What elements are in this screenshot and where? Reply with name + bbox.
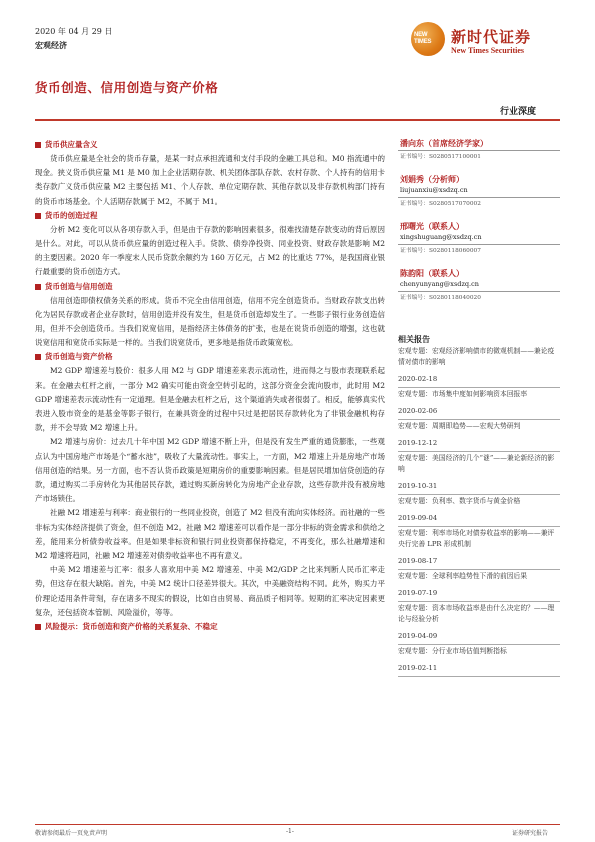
author-panel bbox=[398, 137, 560, 314]
footer-disclaimer[interactable]: 敬请参阅最后一页免责声明 bbox=[35, 830, 108, 837]
related-report-date: 2019-09-04 bbox=[398, 513, 560, 527]
related-report-text[interactable]: 宏观专题：宏观经济影响债市的微观机制——兼论疫情对债市的影响 bbox=[398, 347, 555, 366]
author-name: 刘娟秀（分析师） bbox=[400, 174, 464, 184]
paragraph: 中美 M2 增速差与汇率：很多人喜欢用中美 M2 增速差、中美 M2/GDP 之比来判断人民币汇率走势，但这存在很大缺陷。首先，中美 M2 统计口径差异很大。其次，中美融资结构不同。此外，购买力平价理论适用条件苛刻，存在诸多不现实的假设，比如自由贸易、商品质子相同等。短期的汇率决定因素更复杂，还包括资本管制、风险溢价，等等。 bbox=[35, 565, 385, 617]
author-cert: 证书编号：S0280517100001 bbox=[398, 150, 560, 163]
author-card bbox=[398, 137, 560, 163]
paragraph: M2 GDP 增速差与股价：很多人用 M2 与 GDP 增速差来表示流动性，进而得之与股市表现联系起来。在金融去杠杆之前，一部分 M2 确实可能由资金空转引起的，这部分资金会流向股市，此时用 M2 GDP 增速差表示流动性有一定道理。但是金融去杠杆之后，这个渠道消失或者很弱了。相反，能够真实代表进入股市资金的是基金等影子银行，在兼具资金的过程中只过是把居民存款转化为了非银金融机构存款，并不会导致 M2 增速上升。 bbox=[35, 366, 385, 433]
related-report-text[interactable]: 宏观专题：资本市场收益率是由什么决定的？——理论与经验分析 bbox=[398, 604, 555, 623]
report-category: 宏观经济 bbox=[35, 40, 67, 50]
author-name: 邢曙光（联系人） bbox=[400, 221, 464, 231]
square-bullet-icon bbox=[35, 142, 41, 148]
related-report-date: 2020-02-18 bbox=[398, 374, 560, 388]
report-type-tag: 行业深度 bbox=[500, 107, 537, 117]
square-bullet-icon bbox=[35, 284, 41, 290]
footer-divider bbox=[35, 824, 560, 825]
related-report-item[interactable] bbox=[398, 453, 560, 495]
company-logo bbox=[411, 22, 561, 72]
related-report-item[interactable] bbox=[398, 496, 560, 527]
page-number: -1- bbox=[286, 828, 294, 835]
related-report-item[interactable] bbox=[398, 346, 560, 388]
related-reports bbox=[398, 333, 560, 677]
logo-english-name: New Times Securities bbox=[451, 46, 525, 55]
paragraph: 分析 M2 变化可以从各项存款入手，但是由于存款的影响因素很多，很难找清楚存款变动的背后原因是什么。对此，可以从货币供应量的创造过程入手。贷款、债券净投资、同业投资、财政存款是影响 M2 的主要因素。2020 年一季度末人民币贷款余额约为 160 万亿元，占 M2 的比重达 77%，是我国商业银行最重要的货币创造方式。 bbox=[35, 224, 385, 277]
related-report-date: 2020-02-06 bbox=[398, 406, 560, 420]
related-report-date: 2019-07-19 bbox=[398, 588, 560, 602]
paragraph: 信用创造即债权债务关系的形成。货币不完全由信用创造，信用不完全创造货币。当财政存款支出转化为居民存款或者企业存款时，信用创造并没有发生，但是货币创造却发生了。一些影子银行业务创造信用，但并不会创造货币。当我们说宽信用，是指经济主体债务的扩张，也是在说货币创造的增强，这也就说宽信用和宽货币实际是一样的。当我们说宽货币，更多地是指货币政策宽松。 bbox=[35, 295, 385, 348]
related-report-item[interactable] bbox=[398, 603, 560, 645]
author-card bbox=[398, 220, 560, 257]
author-name: 潘向东（首席经济学家） bbox=[400, 138, 488, 148]
author-cert: 证书编号：S0280118040020 bbox=[398, 291, 560, 304]
author-cert: 证书编号：S0280118060007 bbox=[398, 244, 560, 257]
square-bullet-icon bbox=[35, 354, 41, 360]
related-report-date: 2019-12-12 bbox=[398, 438, 560, 452]
related-report-text[interactable]: 宏观专题：利率市场化对债券收益率的影响——兼评央行完善 LPR 形成机制 bbox=[398, 529, 555, 548]
author-card bbox=[398, 173, 560, 210]
paragraph: 社融 M2 增速差与利率：商业银行的一些同业投资，创造了 M2 但没有流向实体经济。而社融的一些非标为实体经济提供了资金，但不创造 M2。社融 M2 增速差可以看作是一部分非标的资金需求和供给之差，能用来分析债券收益率。但是如果非标资和银行同业投资都保持稳定，不再变化，那么社融增速和 M2 增速将趋同，社融 M2 增速差对债券收益率也不再有意义。 bbox=[35, 508, 385, 561]
related-report-text[interactable]: 宏观专题：周期即趋势——宏观大势研判 bbox=[398, 422, 521, 430]
related-report-item[interactable] bbox=[398, 528, 560, 570]
author-card bbox=[398, 267, 560, 304]
section-heading: 货币创造与信用创造 bbox=[35, 280, 385, 294]
related-report-item[interactable] bbox=[398, 646, 560, 677]
related-report-text[interactable]: 宏观专题：市场集中度如何影响资本回报率 bbox=[398, 390, 528, 398]
author-email[interactable]: chenyunyang@xsdzq.cn bbox=[400, 280, 479, 288]
related-report-text[interactable]: 宏观专题：负利率、数字货币与黄金价格 bbox=[398, 497, 521, 505]
related-report-item[interactable] bbox=[398, 571, 560, 602]
related-report-text[interactable]: 宏观专题：分行业市场估值判断指标 bbox=[398, 647, 507, 655]
logo-globe-icon: NEW TIMES bbox=[411, 22, 445, 56]
related-report-item[interactable] bbox=[398, 421, 560, 452]
related-reports-title: 相关报告 bbox=[398, 334, 430, 344]
risk-warning: 风险提示：货币创造和资产价格的关系复杂、不稳定 bbox=[35, 620, 385, 634]
section-heading: 货币的创造过程 bbox=[35, 209, 385, 223]
related-report-date: 2019-10-31 bbox=[398, 481, 560, 495]
report-title: 货币创造、信用创造与资产价格 bbox=[35, 80, 219, 95]
related-report-text[interactable]: 宏观专题：美国经济的几个“谜”——兼论新经济的影响 bbox=[398, 454, 555, 473]
related-report-date: 2019-02-11 bbox=[398, 663, 560, 677]
author-name: 陈韵阳（联系人） bbox=[400, 268, 464, 278]
header-divider bbox=[35, 119, 560, 121]
related-report-item[interactable] bbox=[398, 389, 560, 420]
paragraph: 货币供应量是全社会的货币存量，是某一时点承担流通和支付手段的金融工具总和。M0 指流通中的现金。狭义货币供应量 M1 是 M0 加上企业活期存款、机关团体部队存款、农村存款、个人持有的信用卡类存款广义货币供应量 M2 主要包括 M1、个人存款、单位定期存款、其他存款以及非存款机构部门持有的货币市场基金。个人活期存款属于 M2，不属于 M1。 bbox=[35, 154, 385, 206]
related-report-date: 2019-04-09 bbox=[398, 631, 560, 645]
footer-label: 证券研究报告 bbox=[512, 830, 549, 837]
author-email[interactable]: xingshuguang@xsdzq.cn bbox=[400, 233, 482, 241]
related-report-date: 2019-08-17 bbox=[398, 556, 560, 570]
report-date: 2020 年 04 月 29 日 bbox=[35, 27, 113, 36]
square-bullet-icon bbox=[35, 213, 41, 219]
logo-chinese-name: 新时代证券 bbox=[451, 28, 532, 46]
paragraph: M2 增速与房价：过去几十年中国 M2 GDP 增速不断上升，但是没有发生严重的通货膨胀，一些观点认为中国房地产市场是个“蓄水池”，吸收了大量流动性。事实上，一方面，M2 增速上升是房地产市场信用创造的结果。另一方面，也不否认货币政策是短期房价的重要影响因素。但是居民增加信贷创造的存款，通过购买二手房转化为其他居民存款，通过购买新房转化为房地产企业存款，这些存款并没有被房地产市场锁住。 bbox=[35, 437, 385, 504]
section-heading: 货币供应量含义 bbox=[35, 138, 385, 152]
main-content bbox=[35, 138, 385, 634]
section-heading: 货币创造与资产价格 bbox=[35, 350, 385, 364]
square-bullet-icon bbox=[35, 624, 41, 630]
author-cert: 证书编号：S0280517070002 bbox=[398, 197, 560, 210]
author-email[interactable]: liujuanxiu@xsdzq.cn bbox=[400, 186, 468, 194]
related-report-text[interactable]: 宏观专题：全球利率趋势性下滑的前因后果 bbox=[398, 572, 528, 580]
